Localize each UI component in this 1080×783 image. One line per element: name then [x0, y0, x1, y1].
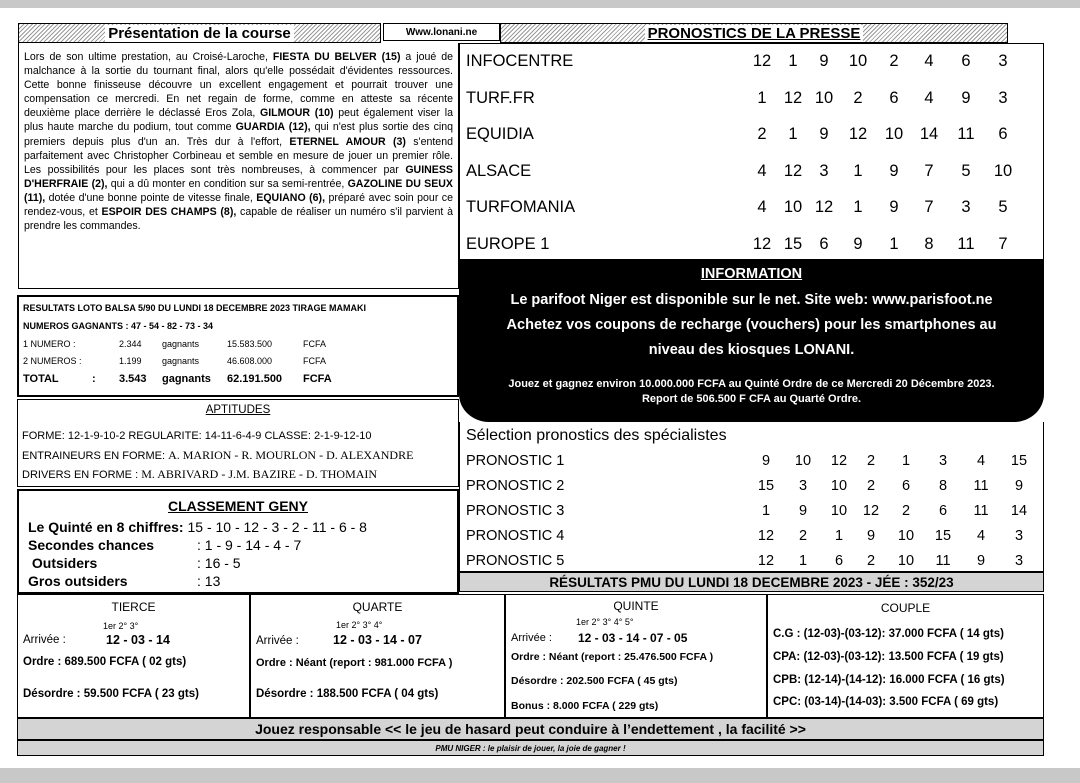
specialist-number: 2 — [798, 528, 808, 544]
geny-gros-value: : 13 — [197, 573, 221, 589]
quinte-arrivee-label: Arrivée : — [511, 632, 552, 644]
quarte-places: 1er 2° 3° 4° — [336, 620, 383, 630]
specialist-number: 11 — [973, 478, 989, 494]
quarte-ordre: Ordre : Néant (report : 981.000 FCFA ) — [256, 657, 453, 669]
geny-title: CLASSEMENT GENY — [167, 498, 308, 514]
information-line-3: niveau des kiosques LONANI. — [648, 342, 855, 358]
press-number: 7 — [924, 198, 934, 216]
press-number: 3 — [819, 161, 829, 180]
quinte-ordre: Ordre : Néant (report : 25.476.500 FCFA ) — [511, 651, 714, 663]
press-header: PRONOSTICS DE LA PRESSE — [500, 23, 1008, 43]
press-number: 11 — [957, 234, 975, 253]
press-number: 2 — [853, 88, 863, 107]
press-number: 4 — [757, 161, 767, 180]
press-row — [466, 154, 1041, 188]
geny-outsiders-value: : 16 - 5 — [197, 555, 241, 571]
specialist-number: 6 — [938, 503, 948, 519]
specialist-number: 9 — [976, 553, 986, 569]
press-number: 12 — [752, 52, 772, 70]
press-number: 9 — [853, 234, 863, 253]
loto-winning-numbers: NUMEROS GAGNANTS : 47 - 54 - 82 - 73 - 34 — [23, 321, 214, 331]
presentation-header: Présentation de la course — [18, 23, 381, 43]
aptitudes-panel — [17, 399, 459, 487]
geny-outsiders-label: Outsiders — [31, 555, 98, 571]
tierce-title: TIERCE — [111, 600, 156, 614]
aptitudes-title: APTITUDES — [205, 404, 271, 416]
specialist-number: 10 — [794, 453, 812, 469]
specialist-number: 10 — [830, 478, 848, 494]
quarte-box — [250, 594, 505, 718]
jackpot-line-2: Report de 506.500 F CFA au Quarté Ordre. — [641, 393, 862, 405]
press-number: 5 — [961, 161, 971, 180]
press-number: 6 — [889, 88, 899, 107]
quinte-desordre: Désordre : 202.500 FCFA ( 45 gts) — [511, 675, 678, 687]
press-source-name: TURF.FR — [466, 88, 535, 107]
specialist-number: 1 — [798, 553, 808, 569]
specialist-row — [466, 500, 1041, 524]
geny-quinte-line: Le Quinté en 8 chiffres: 15 - 10 - 12 - 3 - 2 - 11 - 6 - 8 — [28, 519, 367, 535]
specialist-number: 12 — [830, 453, 848, 469]
information-line-2: Achetez vos coupons de recharge (vouchers) pour les smartphones au — [506, 317, 997, 333]
specialist-number: 6 — [901, 478, 911, 494]
press-row — [466, 227, 1041, 261]
press-number: 3 — [961, 198, 971, 216]
press-number: 1 — [788, 52, 798, 70]
specialist-name: PRONOSTIC 5 — [466, 553, 565, 569]
information-line-1: Le parifoot Niger est disponible sur le net. Site web: www.parisfoot.ne — [510, 292, 993, 308]
press-source-name: TURFOMANIA — [466, 198, 576, 216]
pmu-slogan: PMU NIGER : le plaisir de jouer, la joie de gagner ! — [17, 740, 1044, 756]
press-number: 4 — [924, 52, 934, 70]
quinte-jackpot-banner — [459, 366, 1044, 422]
quinte-box — [505, 594, 767, 718]
specialist-number: 3 — [1014, 528, 1024, 544]
specialist-number: 9 — [866, 528, 876, 544]
press-number: 3 — [998, 88, 1008, 107]
specialist-number: 11 — [973, 503, 989, 519]
loto-title: RESULTATS LOTO BALSA 5/90 DU LUNDI 18 DECEMBRE 2023 TIRAGE MAMAKI — [23, 303, 367, 313]
press-number: 9 — [819, 125, 829, 143]
press-number: 6 — [998, 125, 1008, 143]
press-number: 8 — [924, 234, 934, 253]
quarte-arrivee: 12 - 03 - 14 - 07 — [333, 633, 422, 647]
aptitudes-form-line: FORME: 12-1-9-10-2 REGULARITE: 14-11-6-4-9 CLASSE: 2-1-9-12-10 — [22, 430, 372, 442]
specialist-number: 10 — [830, 503, 848, 519]
jackpot-line-1: Jouez et gagnez environ 10.000.000 FCFA au Quinté Ordre de ce Mercredi 20 Décembre 2023. — [508, 378, 995, 390]
presentation-text: Lors de son ultime prestation, au Croisé-Laroche, FIESTA DU BELVER (15) a joué de malchance à la sortie du tournant final, alors qu'elle possédait d'évidentes ressources. Cette bonne finisseuse découvre un excellent engagement et pourrait trouver une compensation ce mercredi. En net regain de forme, comme en atteste sa récente deuxième place derrière le déclassé Eros Zola, GILMOUR (10) peut également viser la plus haute marche du podium, tout comme GUARDIA (12), qui n'est plus sortie des cinq premiers depuis plus d'un an. Très dur à l'effort, ETERNEL AMOUR (3) s'entend parfaitement avec Christopher Corbineau et semble en mesure de jouer un premier rôle. Les possibilités pour les places sont très nombreuses, à commencer par GUINESS D'HERFRAIE (2), qui a dû monter en condition sur sa semi-rentrée, GAZOLINE DU SEUX (11), dotée d'une bonne pointe de vitesse finale, EQUIANO (6), préparé avec soin pour ce rendez-vous, et ESPOIR DES CHAMPS (8), capable de réaliser un numéro s'il parvient à prendre les commandes. — [18, 43, 459, 289]
press-number: 2 — [889, 52, 899, 70]
specialist-number: 3 — [938, 453, 948, 469]
tierce-arrivee: 12 - 03 - 14 — [106, 633, 170, 647]
press-number: 10 — [993, 161, 1013, 180]
press-source-name: INFOCENTRE — [466, 52, 574, 70]
specialist-name: PRONOSTIC 1 — [466, 453, 565, 469]
press-number: 1 — [889, 234, 899, 253]
quarte-arrivee-label: Arrivée : — [256, 635, 299, 647]
loto-results: RESULTATS LOTO BALSA 5/90 DU LUNDI 18 DECEMBRE 2023 TIRAGE MAMAKI NUMEROS GAGNANTS : 47 - 54 - 82 - 73 - 34 1 NUMERO : 2.344 gagnants 15.583.500 FCFA 2 NUMEROS : 1.199 gagnants 46.608.000 FCFA TOTAL : 3.543 gagnants 62.191.500 FCFA — [17, 295, 459, 397]
quinte-title: QUINTE — [613, 599, 659, 613]
specialist-number: 9 — [1014, 478, 1024, 494]
couple-cg: C.G : (12-03)-(03-12): 37.000 FCFA ( 14 gts) — [773, 628, 1004, 640]
specialist-name: PRONOSTIC 3 — [466, 503, 565, 519]
press-number: 1 — [757, 88, 767, 107]
information-panel — [459, 260, 1044, 370]
aptitudes-trainers-line: ENTRAINEURS EN FORME: A. MARION - R. MOURLON - D. ALEXANDRE — [22, 448, 414, 462]
press-number: 14 — [919, 125, 939, 143]
specialist-name: PRONOSTIC 4 — [466, 528, 565, 544]
quinte-bonus: Bonus : 8.000 FCFA ( 229 gts) — [511, 700, 659, 712]
specialist-number: 14 — [1010, 503, 1028, 519]
bottom-border — [0, 768, 1080, 783]
couple-cpb: CPB: (12-14)-(14-12): 16.000 FCFA ( 16 gts) — [773, 674, 1005, 686]
specialist-prognostics — [459, 422, 1044, 572]
press-number: 6 — [819, 234, 829, 253]
specialist-name: PRONOSTIC 2 — [466, 478, 565, 494]
top-border — [0, 0, 1080, 8]
press-number: 7 — [924, 161, 934, 180]
press-number: 12 — [783, 88, 803, 107]
specialist-number: 12 — [757, 553, 775, 569]
press-number: 10 — [783, 198, 803, 216]
specialist-number: 12 — [862, 503, 880, 519]
specialist-number: 10 — [897, 553, 915, 569]
specialist-row — [466, 450, 1041, 474]
press-number: 9 — [889, 161, 899, 180]
couple-box — [767, 594, 1044, 718]
press-number: 10 — [848, 52, 868, 70]
specialist-number: 12 — [757, 528, 775, 544]
specialist-row — [466, 550, 1041, 574]
press-row — [466, 81, 1041, 115]
press-source-name: EQUIDIA — [466, 125, 534, 143]
specialist-number: 15 — [757, 478, 775, 494]
quinte-arrivee: 12 - 03 - 14 - 07 - 05 — [578, 631, 688, 645]
specialist-number: 6 — [834, 553, 844, 569]
press-number: 12 — [783, 161, 803, 180]
site-url: Www.lonani.ne — [383, 23, 500, 41]
tierce-places: 1er 2° 3° — [103, 621, 139, 631]
press-number: 12 — [814, 198, 834, 216]
press-number: 5 — [998, 198, 1008, 216]
information-title: INFORMATION — [700, 266, 803, 282]
tierce-desordre: Désordre : 59.500 FCFA ( 23 gts) — [23, 688, 199, 700]
press-number: 1 — [853, 161, 863, 180]
press-number: 1 — [788, 125, 798, 143]
press-number: 4 — [924, 88, 934, 107]
geny-secondes-value: : 1 - 9 - 14 - 4 - 7 — [197, 537, 302, 553]
specialist-number: 15 — [934, 528, 952, 544]
press-number: 1 — [853, 198, 863, 216]
aptitudes-drivers-line: DRIVERS EN FORME : M. ABRIVARD - J.M. BAZIRE - D. THOMAIN — [22, 467, 378, 481]
quinte-places: 1er 2° 3° 4° 5° — [576, 617, 634, 627]
couple-title: COUPLE — [880, 601, 931, 615]
specialist-number: 1 — [834, 528, 844, 544]
couple-cpc: CPC: (03-14)-(14-03): 3.500 FCFA ( 69 gts) — [773, 696, 999, 708]
press-number: 2 — [757, 125, 767, 143]
specialist-number: 2 — [866, 478, 876, 494]
specialists-title: Sélection pronostics des spécialistes — [466, 427, 727, 444]
press-prognostics — [459, 43, 1044, 260]
specialist-number: 1 — [761, 503, 771, 519]
specialist-number: 3 — [798, 478, 808, 494]
specialist-number: 2 — [866, 553, 876, 569]
specialist-number: 9 — [761, 453, 771, 469]
specialist-number: 8 — [938, 478, 948, 494]
press-number: 9 — [889, 198, 899, 216]
quarte-title: QUARTE — [352, 600, 403, 614]
tierce-ordre: Ordre : 689.500 FCFA ( 02 gts) — [23, 656, 187, 668]
specialist-row — [466, 525, 1041, 549]
specialist-number: 1 — [901, 453, 911, 469]
press-number: 9 — [961, 88, 971, 107]
geny-gros-label: Gros outsiders — [28, 573, 128, 589]
press-number: 10 — [814, 88, 834, 107]
press-row — [466, 190, 1041, 224]
responsible-gaming-banner: Jouez responsable << le jeu de hasard peut conduire à l’endettement , la facilité >> — [17, 718, 1044, 740]
press-number: 10 — [884, 125, 904, 143]
specialist-number: 15 — [1010, 453, 1028, 469]
quarte-desordre: Désordre : 188.500 FCFA ( 04 gts) — [256, 688, 439, 700]
pmu-results-title: RÉSULTATS PMU DU LUNDI 18 DECEMBRE 2023 - JÉE : 352/23 — [459, 572, 1044, 592]
press-number: 15 — [783, 234, 803, 253]
press-row — [466, 44, 1041, 78]
press-number: 3 — [998, 52, 1008, 70]
specialist-number: 3 — [1014, 553, 1024, 569]
specialist-number: 11 — [935, 553, 951, 569]
specialist-row — [466, 475, 1041, 499]
couple-cpa: CPA: (12-03)-(03-12): 13.500 FCFA ( 19 gts) — [773, 651, 1004, 663]
press-number: 12 — [752, 234, 772, 253]
tierce-arrivee-label: Arrivée : — [23, 634, 66, 646]
specialist-number: 9 — [798, 503, 808, 519]
press-number: 9 — [819, 52, 829, 70]
geny-secondes-label: Secondes chances — [28, 537, 155, 553]
press-number: 12 — [848, 125, 868, 143]
specialist-number: 4 — [976, 528, 986, 544]
specialist-number: 2 — [901, 503, 911, 519]
geny-ranking — [17, 489, 459, 594]
specialist-number: 10 — [897, 528, 915, 544]
press-number: 7 — [998, 234, 1008, 253]
press-source-name: ALSACE — [466, 161, 532, 180]
tierce-box — [17, 594, 250, 718]
press-source-name: EUROPE 1 — [466, 234, 550, 253]
press-number: 6 — [961, 52, 971, 70]
press-number: 11 — [957, 125, 975, 143]
press-number: 4 — [757, 198, 767, 216]
specialist-number: 4 — [976, 453, 986, 469]
specialist-number: 2 — [866, 453, 876, 469]
press-row — [466, 117, 1041, 151]
